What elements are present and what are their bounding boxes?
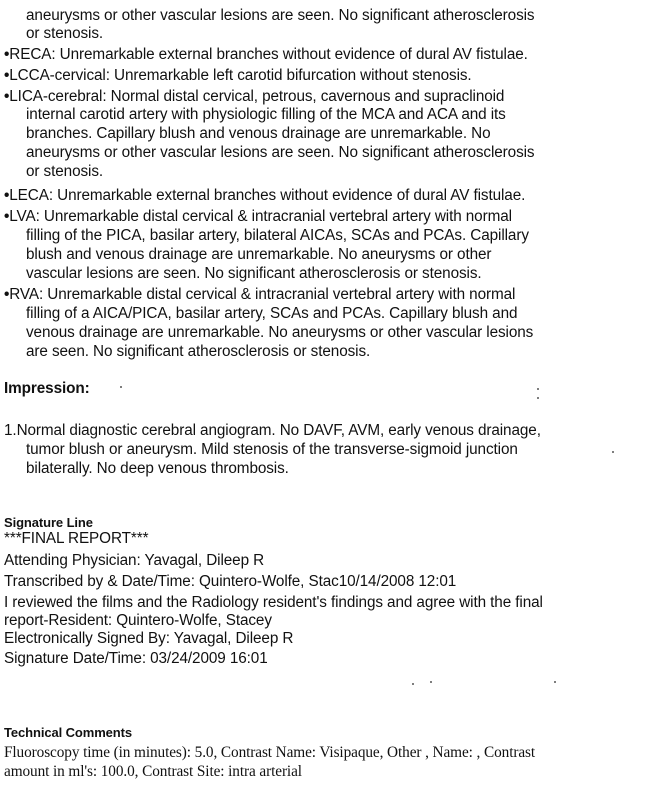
finding-text: filling of the PICA, basilar artery, bilateral AICAs, SCAs and PCAs. Capillary <box>26 227 529 244</box>
electronically-signed-by: Electronically Signed By: Yavagal, Dileep R <box>4 630 294 647</box>
impression-text: bilaterally. No deep venous thrombosis. <box>26 460 289 477</box>
finding-text: vascular lesions are seen. No significant atherosclerosis or stenosis. <box>26 265 482 282</box>
bullet-icon: • <box>4 46 10 63</box>
finding-text: blush and venous drainage are unremarkable. No aneurysms or other <box>26 246 492 263</box>
scan-speck <box>537 397 539 399</box>
finding-text: venous drainage are unremarkable. No aneurysms or other vascular lesions <box>26 324 534 341</box>
finding-rva <box>4 286 515 304</box>
technical-line: amount in ml's: 100.0, Contrast Site: intra arterial <box>4 763 302 780</box>
scan-speck <box>554 681 556 683</box>
findings-continued-line: or stenosis. <box>26 25 104 42</box>
technical-heading: Technical Comments <box>4 725 132 740</box>
impression-number: 1. <box>4 422 17 439</box>
signature-heading: Signature Line <box>4 515 93 530</box>
finding-text: branches. Capillary blush and venous drainage are unremarkable. No <box>26 125 491 142</box>
transcribed-by: Transcribed by & Date/Time: Quintero-Wolfe, Stac10/14/2008 12:01 <box>4 573 457 590</box>
scan-speck <box>120 386 122 388</box>
attending-physician: Attending Physician: Yavagal, Dileep R <box>4 552 265 569</box>
finding-leca <box>4 187 525 205</box>
finding-text: LVA: Unremarkable distal cervical & intracranial vertebral artery with normal <box>9 208 512 225</box>
findings-continued-line: aneurysms or other vascular lesions are seen. No significant atherosclerosis <box>26 7 535 24</box>
finding-text: LCCA-cervical: Unremarkable left carotid bifurcation without stenosis. <box>9 67 472 84</box>
finding-text: RECA: Unremarkable external branches without evidence of dural AV fistulae. <box>9 46 528 63</box>
bullet-icon: • <box>4 187 10 204</box>
impression-item <box>4 422 541 440</box>
bullet-icon: • <box>4 286 10 303</box>
technical-line: Fluoroscopy time (in minutes): 5.0, Contrast Name: Visipaque, Other , Name: , Contrast <box>4 744 536 761</box>
finding-lica <box>4 88 504 106</box>
finding-reca <box>4 46 528 64</box>
bullet-icon: • <box>4 208 10 225</box>
finding-text: filling of a AICA/PICA, basilar artery, SCAs and PCAs. Capillary blush and <box>26 305 518 322</box>
finding-text: LECA: Unremarkable external branches without evidence of dural AV fistulae. <box>9 187 526 204</box>
finding-text: internal carotid artery with physiologic filling of the MCA and ACA and its <box>26 106 506 123</box>
finding-text: aneurysms or other vascular lesions are seen. No significant atherosclerosis <box>26 144 535 161</box>
bullet-icon: • <box>4 88 10 105</box>
finding-text: or stenosis. <box>26 163 104 180</box>
review-statement: I reviewed the films and the Radiology resident's findings and agree with the final <box>4 594 543 611</box>
final-report-label: ***FINAL REPORT*** <box>4 530 149 547</box>
scan-speck <box>537 388 539 390</box>
impression-text: Normal diagnostic cerebral angiogram. No DAVF, AVM, early venous drainage, <box>16 422 541 439</box>
finding-text: LICA-cerebral: Normal distal cervical, petrous, cavernous and supraclinoid <box>9 88 505 105</box>
impression-text: tumor blush or aneurysm. Mild stenosis of the transverse-sigmoid junction <box>26 441 518 458</box>
scan-speck <box>412 683 414 685</box>
finding-lva <box>4 208 512 226</box>
finding-lcca <box>4 67 472 85</box>
signature-date-time: Signature Date/Time: 03/24/2009 16:01 <box>4 650 268 667</box>
finding-text: RVA: Unremarkable distal cervical & intracranial vertebral artery with normal <box>9 286 516 303</box>
finding-text: are seen. No significant atherosclerosis or stenosis. <box>26 343 371 360</box>
resident-name: report-Resident: Quintero-Wolfe, Stacey <box>4 612 272 629</box>
scan-speck <box>430 681 432 683</box>
impression-heading: Impression: <box>4 380 90 397</box>
bullet-icon: • <box>4 67 10 84</box>
scan-speck <box>612 451 614 453</box>
